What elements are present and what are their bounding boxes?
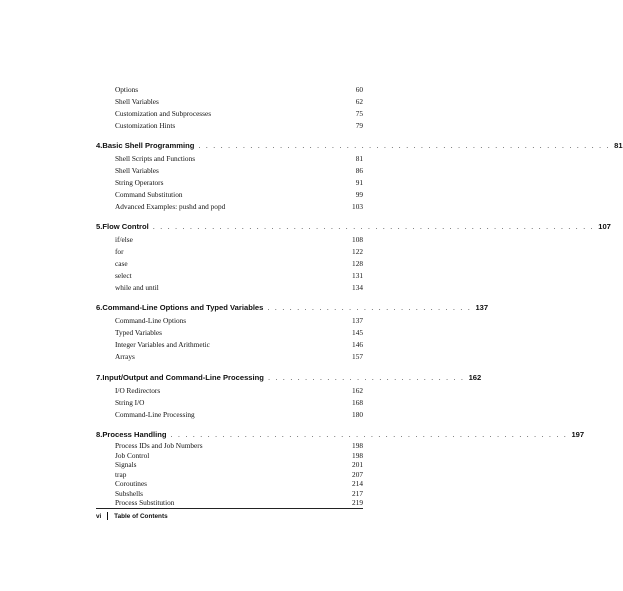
entry-title: Command-Line Options: [115, 316, 187, 325]
leader-dots: . . . . . . . . . . . . . . . . . . . . . . . . . . . . . . . . . . . . . . . . . . . . . . . . . . . . . .: [170, 430, 568, 439]
entry-title: Advanced Examples: pushd and popd: [115, 202, 226, 211]
entry-page: 198: [352, 441, 363, 450]
entry-page: 162: [352, 386, 363, 395]
chapter-title: Command-Line Options and Typed Variables: [102, 303, 264, 312]
entry-page: 146: [352, 340, 363, 349]
entry-page: 99: [355, 190, 363, 199]
entry-page: 134: [352, 283, 363, 292]
entry-title: if/else: [115, 235, 133, 244]
leader-dots: . . . . . . . . . . . . . . . . . . . . . . . . . . .: [267, 373, 465, 382]
entry-title: String Operators: [115, 178, 164, 187]
chapter-number: 7.: [96, 373, 103, 382]
entry-title: Customization Hints: [115, 121, 176, 130]
entry-page: 207: [352, 469, 363, 479]
chapter-heading[interactable]: [96, 371, 482, 384]
entry-title: Shell Variables: [115, 97, 159, 106]
entry-page: 214: [352, 479, 363, 488]
entry-page: 60: [355, 85, 363, 94]
chapter-page: 107: [598, 222, 611, 231]
entry-title: Arrays: [115, 352, 135, 361]
toc-entry[interactable]: [115, 315, 363, 327]
chapter-title: Process Handling: [102, 430, 167, 439]
chapter-number: 8.: [96, 430, 103, 439]
entry-page: 201: [352, 460, 363, 469]
entry-page: 219: [352, 498, 363, 507]
chapter-heading[interactable]: [96, 301, 489, 314]
chapter-title: Flow Control: [102, 222, 149, 231]
entry-page: 137: [352, 316, 363, 325]
entry-title: Customization and Subprocesses: [115, 109, 212, 118]
toc-entry[interactable]: [115, 351, 363, 363]
entry-title: Process IDs and Job Numbers: [115, 441, 203, 450]
footer-label: Table of Contents: [114, 513, 168, 520]
entry-title: Typed Variables: [115, 328, 162, 337]
footer-page-number: vi: [96, 513, 102, 520]
toc-entry[interactable]: [115, 234, 363, 246]
entry-title: Command Substitution: [115, 190, 183, 199]
toc-entry[interactable]: [115, 84, 363, 96]
entry-title: case: [115, 259, 128, 268]
toc-entry[interactable]: [115, 246, 363, 258]
entry-title: trap: [115, 469, 127, 479]
leader-dots: . . . . . . . . . . . . . . . . . . . . . . . . . . . .: [267, 303, 472, 312]
entry-page: 62: [355, 97, 363, 106]
entry-page: 75: [355, 109, 363, 118]
entry-page: 198: [352, 450, 363, 460]
entry-page: 108: [352, 235, 363, 244]
toc-entry[interactable]: [115, 270, 363, 282]
entry-page: 122: [352, 247, 363, 256]
entry-page: 131: [352, 271, 363, 280]
entry-page: 103: [352, 202, 363, 211]
toc-entry[interactable]: [115, 153, 363, 165]
toc-entry[interactable]: [115, 189, 363, 201]
chapter-number: 4.: [96, 141, 103, 150]
toc-entry[interactable]: [115, 177, 363, 189]
entry-title: for: [115, 247, 124, 256]
chapter-number: 6.: [96, 303, 103, 312]
toc-entry[interactable]: [115, 258, 363, 270]
toc-entry[interactable]: [115, 165, 363, 177]
chapter-page: 197: [571, 430, 585, 439]
toc-entry[interactable]: [115, 409, 363, 421]
entry-title: Job Control: [115, 450, 150, 460]
leader-dots: . . . . . . . . . . . . . . . . . . . . . . . . . . . . . . . . . . . . . . . . . . . . . . . . . . . . . . . .: [198, 141, 611, 150]
entry-title: Command-Line Processing: [115, 410, 195, 419]
entry-page: 217: [352, 488, 363, 498]
entry-page: 180: [352, 410, 363, 419]
toc-entry[interactable]: [115, 397, 363, 409]
entry-page: 86: [355, 166, 363, 175]
chapter-number: 5.: [96, 222, 103, 231]
toc-entry[interactable]: [115, 327, 363, 339]
toc-entry[interactable]: [115, 96, 363, 108]
entry-title: String I/O: [115, 398, 145, 407]
entry-title: Options: [115, 85, 139, 94]
chapter-heading[interactable]: [96, 139, 623, 152]
entry-title: select: [115, 271, 132, 280]
toc-entry[interactable]: [115, 282, 363, 294]
entry-title: I/O Redirectors: [115, 386, 161, 395]
entry-title: Shell Scripts and Functions: [115, 154, 196, 163]
entry-page: 157: [352, 352, 363, 361]
entry-title: Integer Variables and Arithmetic: [115, 340, 210, 349]
chapter-title: Input/Output and Command-Line Processing: [102, 373, 264, 382]
entry-page: 91: [355, 178, 363, 187]
entry-page: 81: [355, 154, 363, 163]
entry-page: 128: [352, 259, 363, 268]
toc-entry[interactable]: [115, 108, 363, 120]
entry-title: Coroutines: [115, 479, 148, 488]
toc-entry[interactable]: [115, 120, 363, 132]
entry-title: Signals: [115, 460, 137, 469]
leader-dots: . . . . . . . . . . . . . . . . . . . . . . . . . . . . . . . . . . . . . . . . . . . . . . . . . . . . . . . . . . . .: [152, 222, 595, 231]
chapter-page: 137: [475, 303, 489, 312]
toc-entry[interactable]: [115, 201, 363, 213]
toc-entry[interactable]: [115, 339, 363, 351]
chapter-page: 81: [614, 141, 623, 150]
chapter-page: 162: [468, 373, 482, 382]
entry-page: 145: [352, 328, 363, 337]
entry-title: while and until: [115, 283, 159, 292]
entry-title: Subshells: [115, 488, 143, 498]
chapter-title: Basic Shell Programming: [102, 141, 195, 150]
entry-page: 168: [352, 398, 363, 407]
toc-entry[interactable]: [115, 385, 363, 397]
chapter-heading[interactable]: [96, 220, 611, 233]
footer-separator: [107, 512, 108, 520]
entry-page: 79: [355, 121, 363, 130]
footer-rule: [96, 508, 363, 509]
entry-title: Shell Variables: [115, 166, 159, 175]
page-footer: [96, 512, 168, 521]
entry-title: Process Substitution: [115, 498, 175, 507]
